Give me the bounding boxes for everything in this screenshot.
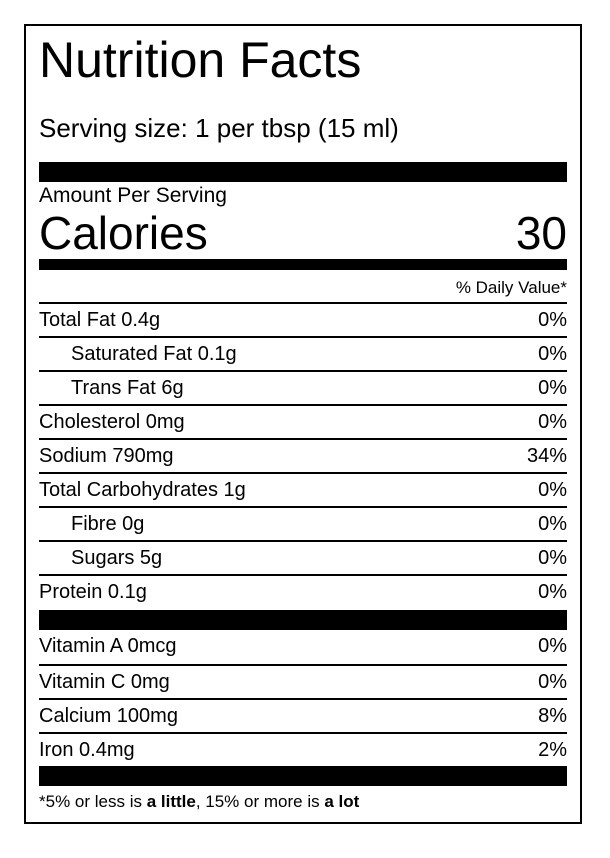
nutrient-name: Protein 0.1g	[39, 581, 147, 603]
amount-per-serving: Amount Per Serving	[39, 184, 227, 207]
vitamin-list	[39, 630, 567, 766]
footnote-middle: , 15% or more is	[195, 792, 325, 811]
medium-divider	[39, 259, 567, 270]
nutrient-daily-value: 0%	[538, 479, 567, 501]
nutrient-row-saturated-fat	[39, 336, 567, 370]
vitamin-name: Iron 0.4mg	[39, 739, 135, 761]
nutrient-row-fibre	[39, 506, 567, 540]
nutrient-daily-value: 0%	[538, 309, 567, 331]
nutrition-facts-label	[24, 24, 582, 824]
nutrient-row-cholesterol	[39, 404, 567, 438]
vitamin-row-iron	[39, 732, 567, 766]
calories-label: Calories	[39, 207, 208, 259]
nutrient-row-trans-fat	[39, 370, 567, 404]
nutrient-name: Fibre 0g	[71, 513, 145, 535]
vitamin-daily-value: 0%	[538, 671, 567, 693]
nutrient-row-sugars	[39, 540, 567, 574]
footnote-lot: a lot	[324, 792, 360, 811]
serving-size: Serving size: 1 per tbsp (15 ml)	[39, 113, 399, 143]
vitamin-row-calcium	[39, 698, 567, 732]
nutrient-name: Total Carbohydrates 1g	[39, 479, 246, 501]
nutrient-daily-value: 0%	[538, 581, 567, 603]
footnote	[39, 790, 359, 814]
thick-divider-vitamins	[39, 610, 567, 630]
label-content	[39, 26, 567, 822]
vitamin-name: Vitamin A 0mcg	[39, 635, 177, 657]
nutrient-name: Sodium 790mg	[39, 445, 174, 467]
vitamin-row-vitamin-a	[39, 630, 567, 664]
nutrient-daily-value: 0%	[538, 343, 567, 365]
nutrient-name: Cholesterol 0mg	[39, 411, 185, 433]
vitamin-name: Calcium 100mg	[39, 705, 178, 727]
nutrient-daily-value: 34%	[526, 445, 567, 467]
nutrient-name: Saturated Fat 0.1g	[71, 343, 237, 365]
label-title: Nutrition Facts	[39, 32, 362, 88]
thick-divider-top	[39, 162, 567, 182]
nutrient-list	[39, 302, 567, 608]
footnote-prefix: *5% or less is	[39, 792, 147, 811]
calories-value: 30	[515, 207, 567, 259]
nutrient-name: Trans Fat 6g	[71, 377, 184, 399]
calories-row	[39, 208, 567, 258]
vitamin-daily-value: 2%	[538, 739, 567, 761]
nutrient-row-total-carbohydrates	[39, 472, 567, 506]
vitamin-daily-value: 8%	[538, 705, 567, 727]
vitamin-name: Vitamin C 0mg	[39, 671, 170, 693]
footnote-little: a little	[146, 792, 196, 811]
daily-value-header: % Daily Value*	[455, 278, 567, 297]
nutrient-daily-value: 0%	[538, 377, 567, 399]
nutrient-daily-value: 0%	[538, 547, 567, 569]
nutrient-daily-value: 0%	[538, 411, 567, 433]
nutrient-row-total-fat	[39, 302, 567, 336]
nutrient-name: Total Fat 0.4g	[39, 309, 161, 331]
vitamin-row-vitamin-c	[39, 664, 567, 698]
vitamin-daily-value: 0%	[538, 635, 567, 657]
nutrient-row-protein	[39, 574, 567, 608]
nutrient-name: Sugars 5g	[71, 547, 163, 569]
nutrient-daily-value: 0%	[538, 513, 567, 535]
nutrient-row-sodium	[39, 438, 567, 472]
thick-divider-bottom	[39, 766, 567, 786]
